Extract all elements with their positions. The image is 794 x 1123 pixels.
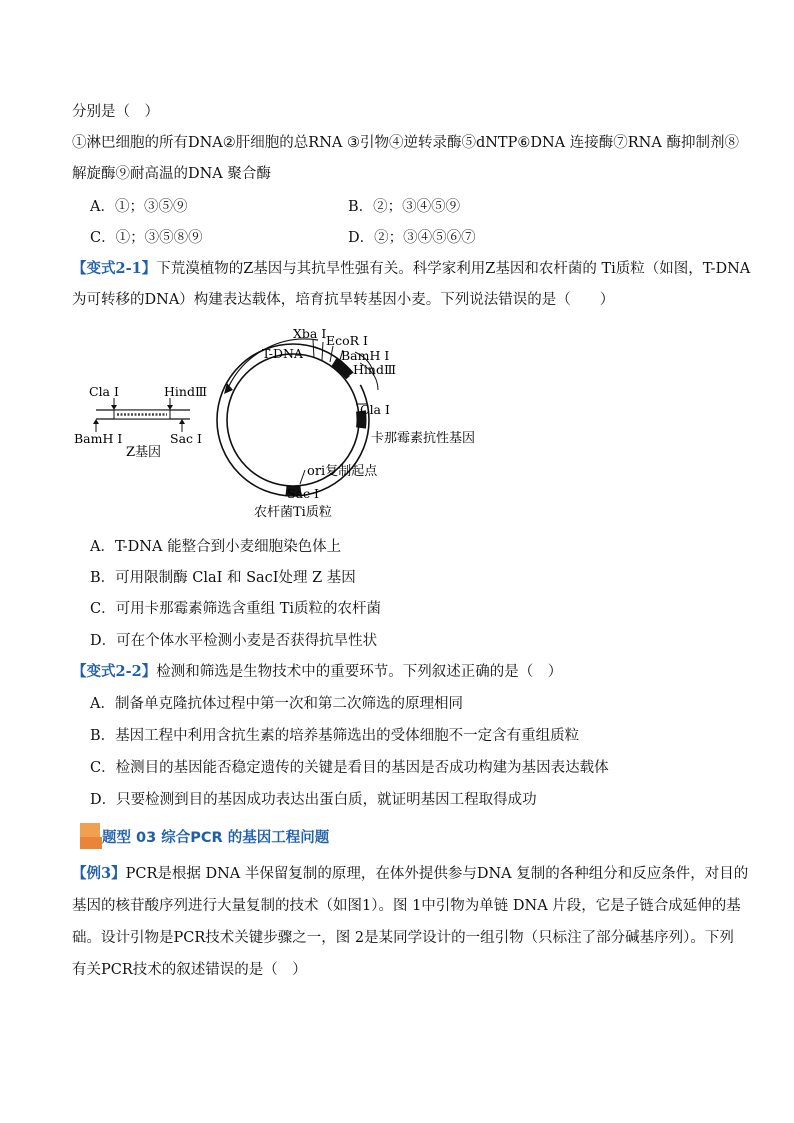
variant-2-1-option-c: C．可用卡那霉素筛选含重组 Ti质粒的农杆菌 [90,601,382,617]
example-3-line-2: 基因的核苷酸序列进行大量复制的技术（如图1）。图 1中引物为单链 DNA 片段，它是子链合成延伸的基 [72,898,741,914]
variant-2-1-option-d: D．可在个体水平检测小麦是否获得抗旱性状 [90,633,378,649]
ori-label: ori复制起点 [307,464,378,479]
question-materials-line-2: 解旋酶⑨耐高温的DNA 聚合酶 [72,166,271,182]
ecorI-label: EcoR Ⅰ [326,333,368,348]
option-c: C．①；③⑤⑧⑨ [90,230,203,246]
section-heading [80,823,480,849]
section-marker-accent [80,837,102,849]
z-gene-claI-label: Cla Ⅰ [89,384,119,399]
z-gene-hindIII-label: HindⅢ [164,384,208,399]
variant-2-1-tag: 【变式2-1】 [72,260,157,277]
claI-label: Cla Ⅰ [360,402,390,417]
example-3-tag: 【例3】 [72,865,126,882]
option-b: B．②；③④⑤⑨ [348,199,461,215]
variant-2-1-line-1 [72,259,750,279]
variant-2-1-line-2: 为可转移的DNA）构建表达载体，培育抗旱转基因小麦。下列说法错误的是（ ） [72,292,615,308]
example-3-line-3: 础。设计引物是PCR技术关键步骤之一，图 2是某同学设计的一组引物（只标注了部分碱基序列）。下列 [72,930,734,946]
variant-2-2-option-c: C．检测目的基因能否稳定遗传的关键是看目的基因是否成功构建为基因表达载体 [90,760,609,776]
z-gene-fragment [93,398,190,432]
variant-2-2-option-a: A．制备单克隆抗体过程中第一次和第二次筛选的原理相同 [90,696,463,712]
figure-caption: 农杆菌Ti质粒 [254,505,332,520]
hindIII-label: HindⅢ [353,362,397,377]
t-dna-label: T-DNA [262,346,303,361]
sacI-label: Sac Ⅰ [287,486,319,501]
z-gene-sacI-label: Sac Ⅰ [170,431,202,446]
variant-2-1-option-a: A．T-DNA 能整合到小麦细胞染色体上 [90,539,342,555]
xbaI-label: Xba Ⅰ [293,326,327,341]
variant-2-2-option-d: D．只要检测到目的基因成功表达出蛋白质，就证明基因工程取得成功 [90,792,537,808]
kanamycin-resistance-label: 卡那霉素抗性基因 [371,431,476,446]
variant-2-2-text: 检测和筛选是生物技术中的重要环节。下列叙述正确的是（ ） [156,664,563,680]
question-stem-end: 分别是（ ） [72,104,159,120]
z-gene-label: Z基因 [126,445,162,460]
ti-plasmid-figure [60,322,500,522]
variant-2-2-tag: 【变式2-2】 [72,663,157,680]
section-title: 题型 03 综合PCR 的基因工程问题 [102,830,330,846]
example-3-text: PCR是根据 DNA 半保留复制的原理，在体外提供参与DNA 复制的各种组分和反应条件，对目的 [125,866,749,882]
option-d: D．②；③④⑤⑥⑦ [348,230,476,246]
variant-2-1-text: 下荒漠植物的Z基因与其抗旱性强有关。科学家利用Z基因和农杆菌的 Ti质粒（如图，T-DNA [156,261,751,277]
variant-2-1-option-b: B．可用限制酶 ClaI 和 SacI处理 Z 基因 [90,570,356,586]
example-3-line-1 [72,864,748,884]
z-gene-bamhI-label: BamH Ⅰ [74,431,123,446]
option-a: A．①；③⑤⑨ [90,199,188,215]
question-materials-line-1: ①淋巴细胞的所有DNA②肝细胞的总RNA ③引物④逆转录酶⑤dNTP⑥DNA 连接酶⑦RNA 酶抑制剂⑧ [72,135,739,151]
bamhI-label: BamH Ⅰ [341,348,390,363]
variant-2-2-line-1 [72,662,562,682]
variant-2-2-option-b: B．基因工程中利用含抗生素的培养基筛选出的受体细胞不一定含有重组质粒 [90,728,580,744]
example-3-line-4: 有关PCR技术的叙述错误的是（ ） [72,962,307,978]
